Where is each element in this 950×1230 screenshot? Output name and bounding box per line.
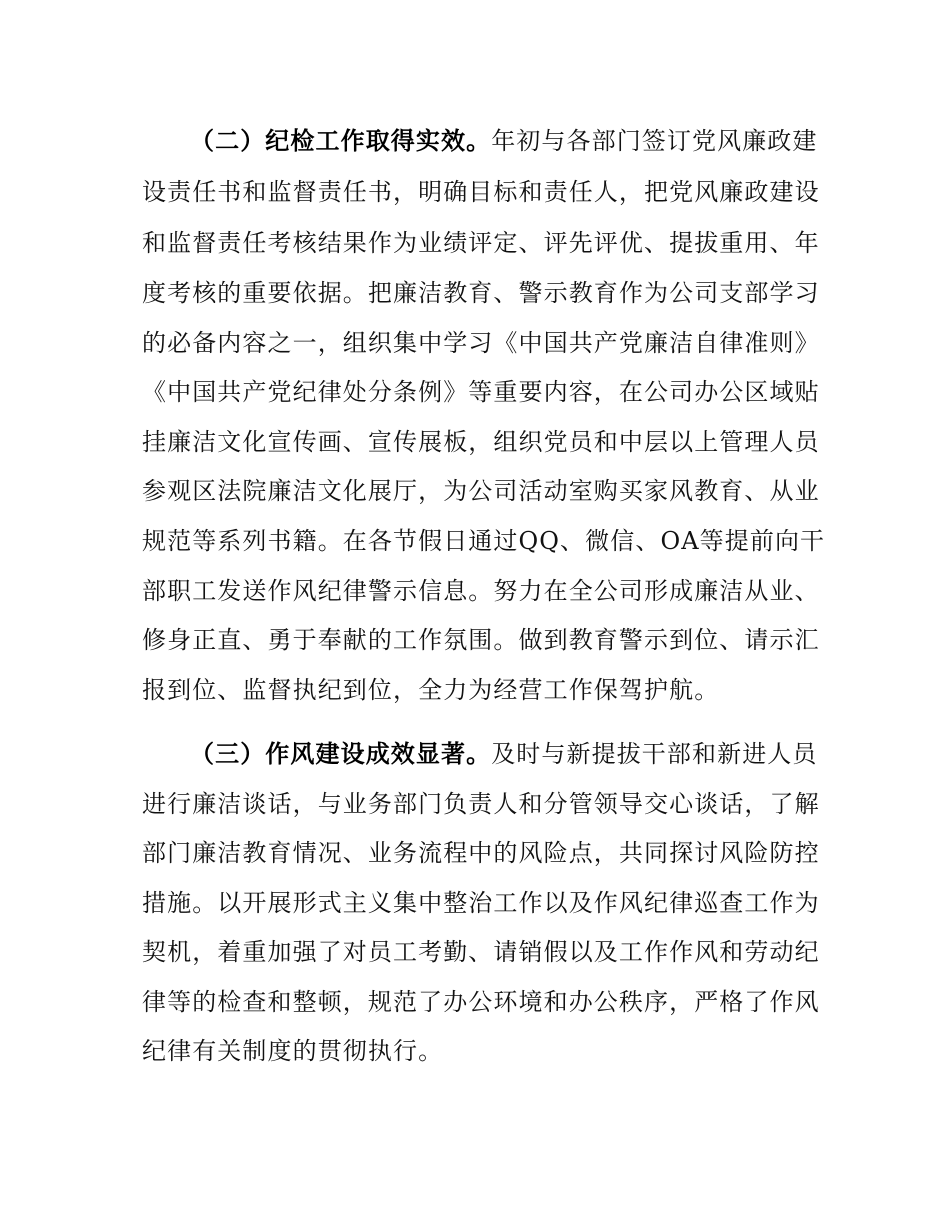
paragraph-line: 报到位、监督执纪到位，全力为经营工作保驾护航。: [142, 676, 720, 704]
paragraph-line: 设责任书和监督责任书，明确目标和责任人，把党风廉政建设: [142, 178, 820, 206]
paragraph-line: 和监督责任考核结果作为业绩评定、评先评优、提拔重用、年: [142, 229, 820, 257]
paragraph-line: 律等的检查和整顿，规范了办公环境和办公秩序，严格了作风: [142, 988, 820, 1016]
paragraph-line: 措施。以开展形式主义集中整治工作以及作风纪律巡查工作为: [142, 889, 820, 917]
paragraph-line: 部门廉洁教育情况、业务流程中的风险点，共同探讨风险防控: [142, 839, 820, 867]
paragraph-line: 度考核的重要依据。把廉洁教育、警示教育作为公司支部学习: [142, 279, 820, 307]
paragraph-line: 规范等系列书籍。在各节假日通过QQ、微信、OA等提前向干: [142, 527, 826, 555]
paragraph-line: 挂廉洁文化宣传画、宣传展板，组织党员和中层以上管理人员: [142, 428, 820, 456]
paragraph-text: 年初与各部门签订党风廉政建: [491, 127, 818, 155]
paragraph-line: 纪律有关制度的贯彻执行。: [142, 1037, 444, 1065]
paragraph-line: [190, 734, 822, 774]
paragraph-line: 修身正直、勇于奉献的工作氛围。做到教育警示到位、请示汇: [142, 626, 820, 654]
paragraph-line: 部职工发送作风纪律警示信息。努力在全公司形成廉洁从业、: [142, 577, 820, 605]
paragraph-line: 进行廉洁谈话，与业务部门负责人和分管领导交心谈话，了解: [142, 790, 820, 818]
paragraph-text: 及时与新提拔干部和新进人员: [491, 740, 818, 768]
paragraph-line: 契机，着重加强了对员工考勤、请销假以及工作作风和劳动纪: [142, 938, 820, 966]
paragraph-line: 的必备内容之一，组织集中学习《中国共产党廉洁自律准则》: [142, 329, 820, 357]
section-heading: （二）纪检工作取得实效。: [190, 127, 492, 155]
paragraph-line: 参观区法院廉洁文化展厅，为公司活动室购买家风教育、从业: [142, 477, 820, 505]
section-heading: （三）作风建设成效显著。: [190, 740, 492, 768]
paragraph-line: [190, 121, 822, 161]
paragraph-line: 《中国共产党纪律处分条例》等重要内容，在公司办公区域贴: [142, 378, 820, 406]
